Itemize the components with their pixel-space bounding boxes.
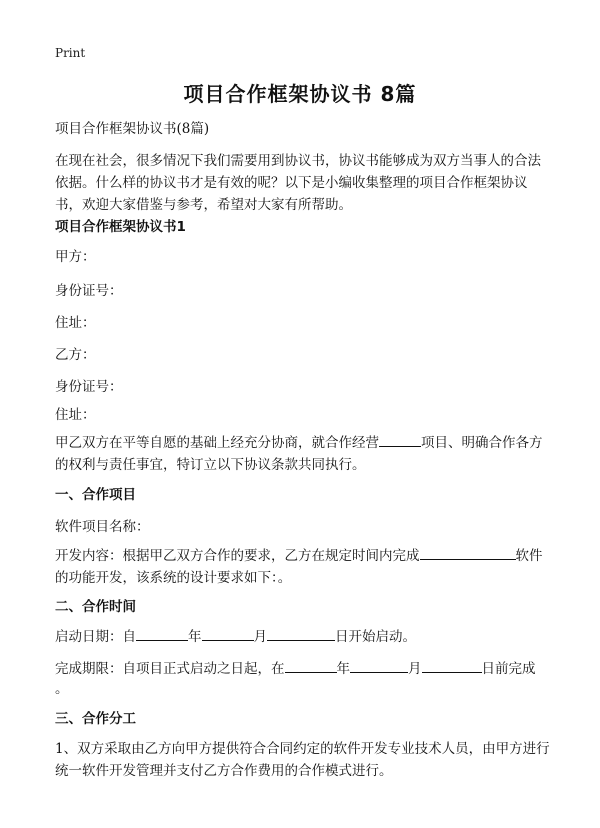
finish-month-blank xyxy=(350,658,408,673)
start-month-text: 月 xyxy=(253,629,267,645)
development-text-start: 开发内容：根据甲乙双方合作的要求，乙方在规定时间内完成 xyxy=(55,548,420,564)
id-number-b-label: 身份证号： xyxy=(55,379,123,395)
address-b-label: 住址： xyxy=(55,407,96,423)
start-year-text: 年 xyxy=(188,629,202,645)
print-link[interactable]: Print xyxy=(55,46,86,60)
finish-date-tail: 日前完成 xyxy=(481,661,536,677)
party-a-label: 甲方： xyxy=(55,249,96,265)
document-title: 项目合作框架协议书 8篇 xyxy=(183,82,417,106)
id-number-a-label: 身份证号： xyxy=(55,283,123,299)
finish-day-blank xyxy=(422,658,482,673)
start-month-blank xyxy=(202,626,254,641)
party-b-label: 乙方： xyxy=(55,347,96,363)
heading-cooperation-project: 一、合作项目 xyxy=(55,487,136,503)
agreement-text-start: 甲乙双方在平等自愿的基础上经充分协商，就合作经营 xyxy=(55,435,379,451)
start-day-blank xyxy=(267,626,335,641)
start-date-tail: 日开始启动。 xyxy=(335,629,416,645)
address-a-label: 住址： xyxy=(55,315,96,331)
agreement-paragraph xyxy=(55,432,550,476)
clause-1-paragraph: 1、双方采取由乙方向甲方提供符合合同约定的软件开发专业技术人员，由甲方进行统一软件开发管理并支付乙方合作费用的合作模式进行。 xyxy=(55,741,550,779)
start-date-label: 启动日期：自 xyxy=(55,629,136,645)
finish-month-text: 月 xyxy=(408,661,422,677)
software-name-label: 软件项目名称： xyxy=(55,519,150,535)
start-year-blank xyxy=(136,626,188,641)
heading-cooperation-time: 二、合作时间 xyxy=(55,599,136,615)
finish-year-text: 年 xyxy=(336,661,350,677)
document-subtitle: 项目合作框架协议书(8篇) xyxy=(55,121,210,137)
agreement-text-end: 项目、明确合作各方的权利与责任事宜，特订立以下协议条款共同执行。 xyxy=(55,435,543,473)
finish-date-end: 。 xyxy=(55,681,69,697)
development-text-end: 软件的功能开发，该系统的设计要求如下：。 xyxy=(55,548,543,586)
start-date-line xyxy=(55,626,550,648)
finish-date-line xyxy=(55,658,550,680)
heading-division-of-work: 三、合作分工 xyxy=(55,711,136,727)
intro-paragraph: 在现在社会，很多情况下我们需要用到协议书，协议书能够成为双方当事人的合法依据。什么样的协议书才是有效的呢？以下是小编收集整理的项目合作框架协议书，欢迎大家借鉴与参考，希望对大家有所帮助。 xyxy=(55,153,541,213)
section-title: 项目合作框架协议书1 xyxy=(55,219,186,235)
project-name-blank xyxy=(379,432,421,447)
software-blank xyxy=(420,545,516,560)
development-paragraph xyxy=(55,545,550,589)
finish-year-blank xyxy=(285,658,337,673)
finish-date-label: 完成期限：自项目正式启动之日起，在 xyxy=(55,661,285,677)
